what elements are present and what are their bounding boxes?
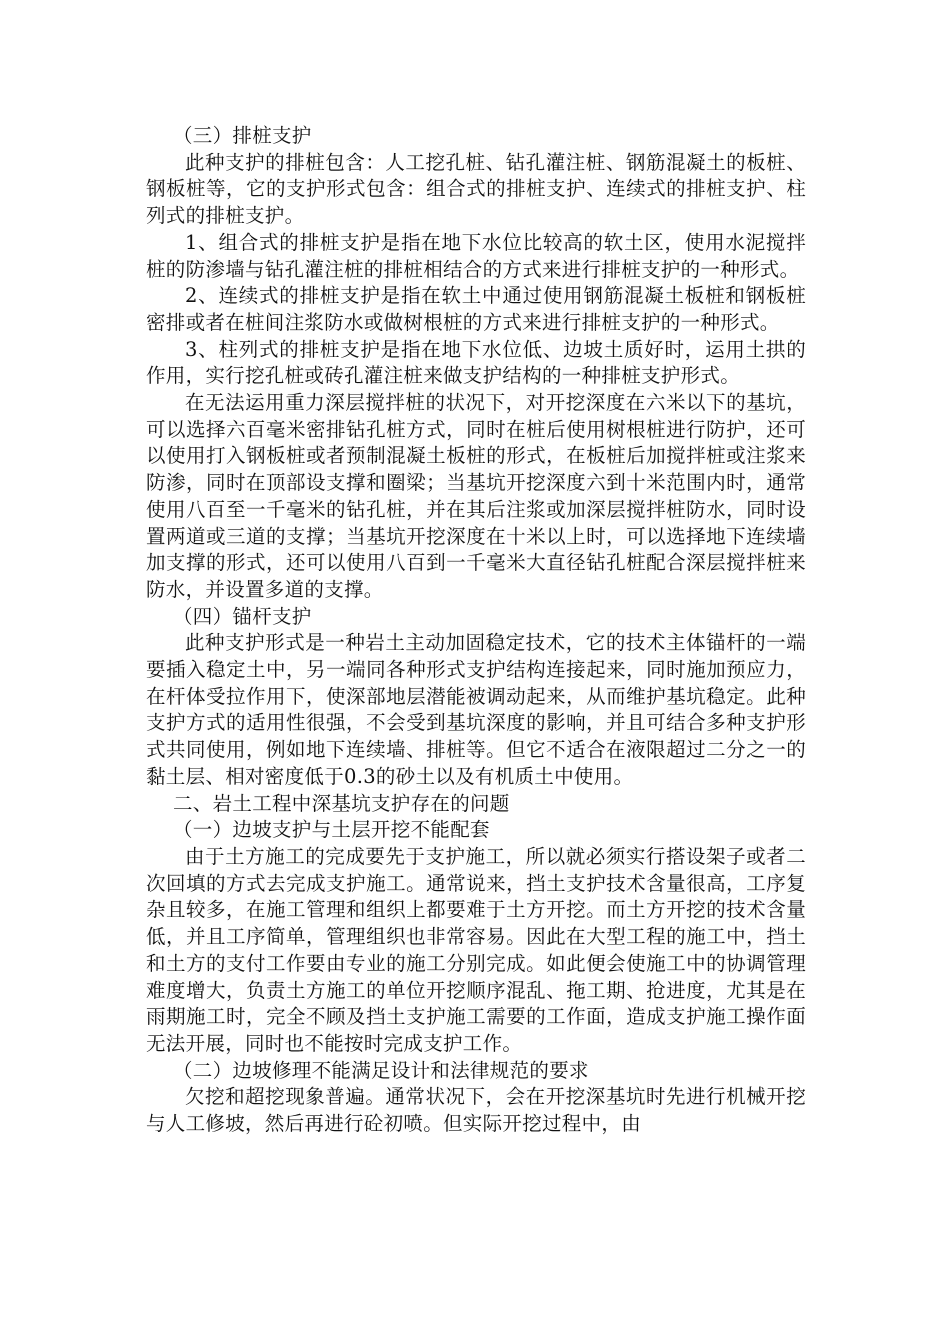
paragraph-mismatch: 由于土方施工的完成要先于支护施工，所以就必须实行搭设架子或者二次回填的方式去完成支护施工。通常说来，挡土支护技术含量很高，工序复杂且较多，在施工管理和组织上都要难于土方开挖。而土方开挖的技术含量低，并且工序简单，管理组织也非常容易。因此在大型工程的施工中，挡土和土方的支付工作要由专业的施工分别完成。如此便会使施工中的协调管理难度增大，负责土方施工的单位开挖顺序混乱、拖工期、抢进度，尤其是在雨期施工时，完全不顾及挡土支护施工需要的工作面，造成支护施工操作面无法开展，同时也不能按时完成支护工作。 (146, 844, 806, 1055)
paragraph-column-pile: 3、柱列式的排桩支护是指在地下水位低、边坡土质好时，运用土拱的作用，实行挖孔桩或砖孔灌注桩来做支护结构的一种排桩支护形式。 (146, 337, 806, 388)
paragraph-excavation-depth: 在无法运用重力深层搅拌桩的状况下，对开挖深度在六米以下的基坑，可以选择六百毫米密排钻孔桩方式，同时在桩后使用树根桩进行防护，还可以使用打入钢板桩或者预制混凝土板桩的形式，在板桩后加搅拌桩或注浆来防渗，同时在顶部设支撑和圈梁；当基坑开挖深度六到十米范围内时，通常使用八百至一千毫米的钻孔桩，并在其后注浆或加深层搅拌桩防水，同时设置两道或三道的支撑；当基坑开挖深度在十米以上时，可以选择地下连续墙加支撑的形式，还可以使用八百到一千毫米大直径钻孔桩配合深层搅拌桩来防水，并设置多道的支撑。 (146, 391, 806, 601)
paragraph-combined-pile: 1、组合式的排桩支护是指在地下水位比较高的软土区，使用水泥搅拌桩的防渗墙与钻孔灌注桩的排桩相结合的方式来进行排桩支护的一种形式。 (146, 230, 806, 281)
section-heading-problems: 二、岩土工程中深基坑支护存在的问题 (173, 791, 510, 815)
document-page (146, 123, 806, 1138)
paragraph-pile-types: 此种支护的排桩包含：人工挖孔桩、钻孔灌注桩、钢筋混凝土的板桩、钢板桩等，它的支护形式包含：组合式的排桩支护、连续式的排桩支护、柱列式的排桩支护。 (146, 150, 806, 228)
subsection-heading-slope-repair: （二）边坡修理不能满足设计和法律规范的要求 (173, 1058, 589, 1082)
section-heading-anchor-support: （四）锚杆支护 (173, 604, 312, 628)
paragraph-anchor-description: 此种支护形式是一种岩土主动加固稳定技术，它的技术主体锚杆的一端要插入稳定土中，另一端同各种形式支护结构连接起来，同时施加预应力，在杆体受拉作用下，使深部地层潜能被调动起来，从而维护基坑稳定。此种支护方式的适用性很强，不会受到基坑深度的影响，并且可结合多种支护形式共同使用，例如地下连续墙、排桩等。但它不适合在液限超过二分之一的黏土层、相对密度低于0.3的砂土以及有机质土中使用。 (146, 631, 806, 788)
subsection-heading-mismatch: （一）边坡支护与土层开挖不能配套 (173, 818, 490, 842)
paragraph-continuous-pile: 2、连续式的排桩支护是指在软土中通过使用钢筋混凝土板桩和钢板桩密排或者在桩间注浆防水或做树根桩的方式来进行排桩支护的一种形式。 (146, 284, 806, 334)
paragraph-slope-repair: 欠挖和超挖现象普遍。通常状况下，会在开挖深基坑时先进行机械开挖与人工修坡，然后再进行砼初喷。但实际开挖过程中，由 (146, 1085, 806, 1136)
section-heading-pile-support: （三）排桩支护 (173, 124, 312, 147)
